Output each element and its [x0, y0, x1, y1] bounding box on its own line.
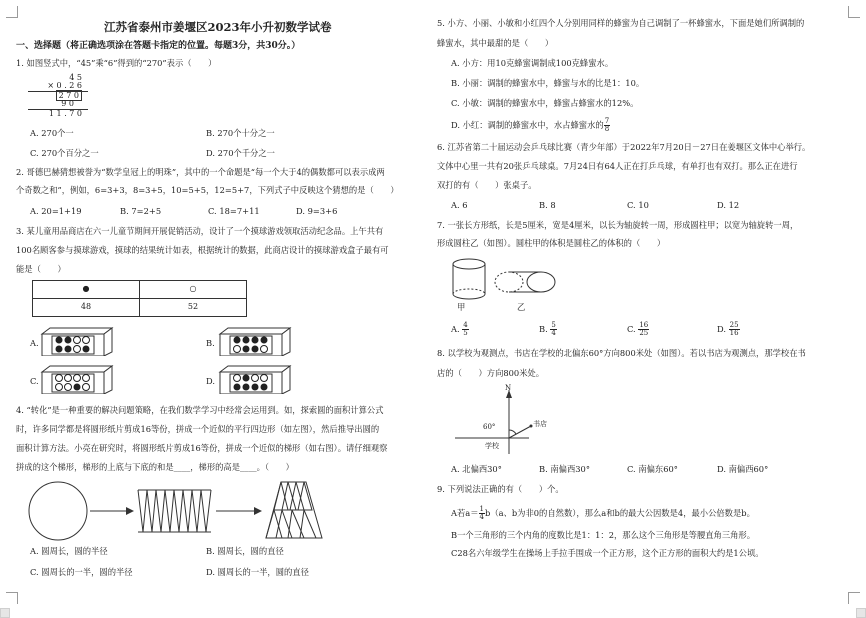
option-b[interactable]: B. 圆周长，圆的直径: [206, 546, 284, 556]
cylinder-figure: [449, 256, 559, 306]
question-7-text: 形成圆柱乙（如图）。圆柱甲的体积是圆柱乙的体积的（ ）: [437, 238, 666, 248]
option-a[interactable]: A.: [30, 338, 39, 348]
table-header-cell: ○: [140, 281, 247, 299]
page-corner-mark: [6, 6, 18, 18]
vertical-calculation: 4 5 × 0 . 2 6 2 7 0 9 0 1 1 . 7 0: [28, 74, 88, 118]
question-4-text: 拼成的这个梯形，梯形的上底与下底的和是____，梯形的高是____。（ ）: [16, 462, 294, 472]
page-title: 江苏省泰州市姜堰区2023年小升初数学试卷: [104, 20, 332, 34]
ball-box-a: [40, 326, 114, 356]
question-2-text: 2. 哥德巴赫猜想被誉为“数学皇冠上的明珠”，其中的一个命题是“每一个大于4的偶数都可以表示成两: [16, 167, 385, 177]
option-c[interactable]: C. 10: [627, 200, 649, 210]
cylinder-label: 乙: [517, 302, 526, 312]
question-3-text: 100名顾客参与摸球游戏，摸球的结果统计如表，根据统计的数据，此商店设计的摸球游戏盒子最有可: [16, 245, 389, 255]
option-b[interactable]: B. 7=2+5: [120, 206, 162, 216]
option-a[interactable]: A. 20=1+19: [30, 206, 82, 216]
question-4-text: 时，许多同学都是将圆形纸片剪成16等份，拼成一个近似的平行四边形（如左图），然后推导出圆的: [16, 424, 380, 434]
option-a[interactable]: A. 北偏西30°: [451, 464, 502, 474]
page-corner-mark: [848, 592, 860, 604]
table-cell: 52: [140, 299, 247, 317]
angle-label: 60°: [483, 423, 496, 431]
option-d[interactable]: D. $\frac{25}{16}$: [717, 321, 739, 337]
ball-box-c: [40, 364, 114, 394]
question-5-text: 5. 小方、小丽、小敏和小红四个人分别用同样的蜂蜜为自己调制了一杯蜂蜜水，下面是她们所调制的: [437, 18, 805, 28]
option-c[interactable]: C. $\frac{16}{25}$: [627, 321, 649, 337]
question-6-text: 文体中心里一共有20张乒乓球桌。7月24日有64人正在打乒乓球，有单打也有双打。那么正在进行: [437, 161, 798, 171]
option-c[interactable]: C. 18=7+11: [208, 206, 260, 216]
question-1-text: 1. 如图竖式中，“45”乘“6”得到的“270”表示（ ）: [16, 58, 217, 68]
question-8-text: 8. 以学校为观测点，书店在学校的北偏东60°方向800米处（如图）。若以书店为观测点，那学校在书: [437, 348, 806, 358]
ball-box-d: [218, 364, 292, 394]
option-d[interactable]: D. 南偏西60°: [717, 464, 769, 474]
option-d[interactable]: D.: [206, 376, 215, 386]
option-b[interactable]: B. 270个十分之一: [206, 128, 275, 138]
table-cell: 48: [33, 299, 140, 317]
option-c[interactable]: C. 圆周长的一半，圆的半径: [30, 567, 133, 577]
question-3-text: 能是（ ）: [16, 264, 66, 274]
option-c[interactable]: C. 南偏东60°: [627, 464, 678, 474]
scroll-left-button[interactable]: [0, 608, 10, 618]
option-b[interactable]: B. 南偏西30°: [539, 464, 590, 474]
option-d[interactable]: D. 小红：调制的蜂蜜水中，水占蜂蜜水的 $\frac{7}{8}$: [451, 117, 610, 133]
question-9-text: 9. 下列说法正确的有（ ）个。: [437, 484, 564, 494]
option-a[interactable]: A. 圆周长，圆的半径: [30, 546, 108, 556]
question-6-text: 6. 江苏省第二十届运动会乒乓球比赛（青少年部）于2022年7月20日－27日在姜堰区文体中心举行。: [437, 142, 811, 152]
page-corner-mark: [6, 592, 18, 604]
option-c[interactable]: C. 270个百分之一: [30, 148, 99, 158]
option-c[interactable]: C. 小敏：调制的蜂蜜水中，蜂蜜占蜂蜜水的12%。: [451, 98, 639, 108]
question-4-text: 面积计算方法。小亮在研究时，将圆形纸片剪成16等份，拼成一个近似的梯形（如右图）。请仔细观察: [16, 443, 388, 453]
section-heading: 一、选择题（将正确选项涂在答题卡指定的位置。每题3分，共30分。）: [16, 41, 301, 51]
school-label: 学校: [485, 442, 499, 450]
ball-box-b: [218, 326, 292, 356]
option-b[interactable]: B. 8: [539, 200, 556, 210]
option-a[interactable]: A. 270个一: [30, 128, 74, 138]
option-d[interactable]: D. 12: [717, 200, 740, 210]
table-header-cell: ●: [33, 281, 140, 299]
question-2-text: 个奇数之和”，例如，6=3+3，8=3+5，10=5+5，12=5+7，下列式子中反映这个猜想的是（ ）: [16, 185, 399, 195]
option-b[interactable]: B. $\frac{5}{4}$: [539, 321, 556, 337]
fraction: $\frac{7}{8}$: [604, 117, 610, 133]
statement-c: C28名六年级学生在操场上手拉手围成一个正方形，这个正方形的面积大约是1公顷。: [451, 548, 764, 558]
cylinder-label: 甲: [457, 302, 466, 312]
option-d[interactable]: D. 9=3+6: [296, 206, 338, 216]
question-8-text: 店的（ ）方向800米处。: [437, 368, 545, 378]
statement-a: A若a＝ $\frac{1}{4}$ b（a、b为非0的自然数），那么a和b的最大公因数是4，最小公倍数是b。: [451, 505, 755, 521]
page-corner-mark: [848, 6, 860, 18]
question-7-text: 7. 一张长方形纸，长是5厘米，宽是4厘米，以长为轴旋转一周，形成圆柱甲；以宽为轴旋转一周，: [437, 220, 799, 230]
option-a[interactable]: A. 6: [451, 200, 468, 210]
question-3-text: 3. 某儿童用品商店在六一儿童节期间开展促销活动，设计了一个摸球游戏领取活动纪念品。上午共有: [16, 226, 384, 236]
circle-transform-figure: [26, 480, 326, 542]
question-4-text: 4. “转化”是一种重要的解决问题策略，在我们数学学习中经常会运用到。如，探索圆的面积计算公式: [16, 405, 384, 415]
option-c[interactable]: C.: [30, 376, 39, 386]
ball-count-table: [32, 280, 247, 317]
statement-b: B一个三角形的三个内角的度数比是1：1：2，那么这个三角形是等腰直角三角形。: [451, 530, 756, 540]
question-6-text: 双打的有（ ）张桌子。: [437, 180, 537, 190]
option-a[interactable]: A. 小方：用10克蜂蜜调制成100克蜂蜜水。: [451, 58, 614, 68]
question-5-text: 蜂蜜水，其中最甜的是（ ）: [437, 38, 554, 48]
option-a[interactable]: A. $\frac{4}{5}$: [451, 321, 468, 337]
bookstore-label: 书店: [533, 420, 547, 428]
scroll-right-button[interactable]: [856, 608, 866, 618]
north-label: N: [505, 384, 512, 392]
option-d[interactable]: D. 270个千分之一: [206, 148, 275, 158]
option-b[interactable]: B.: [206, 338, 215, 348]
option-d[interactable]: D. 圆周长的一半，圆的直径: [206, 567, 309, 577]
option-b[interactable]: B. 小丽：调制的蜂蜜水中，蜂蜜与水的比是1：10。: [451, 78, 645, 88]
